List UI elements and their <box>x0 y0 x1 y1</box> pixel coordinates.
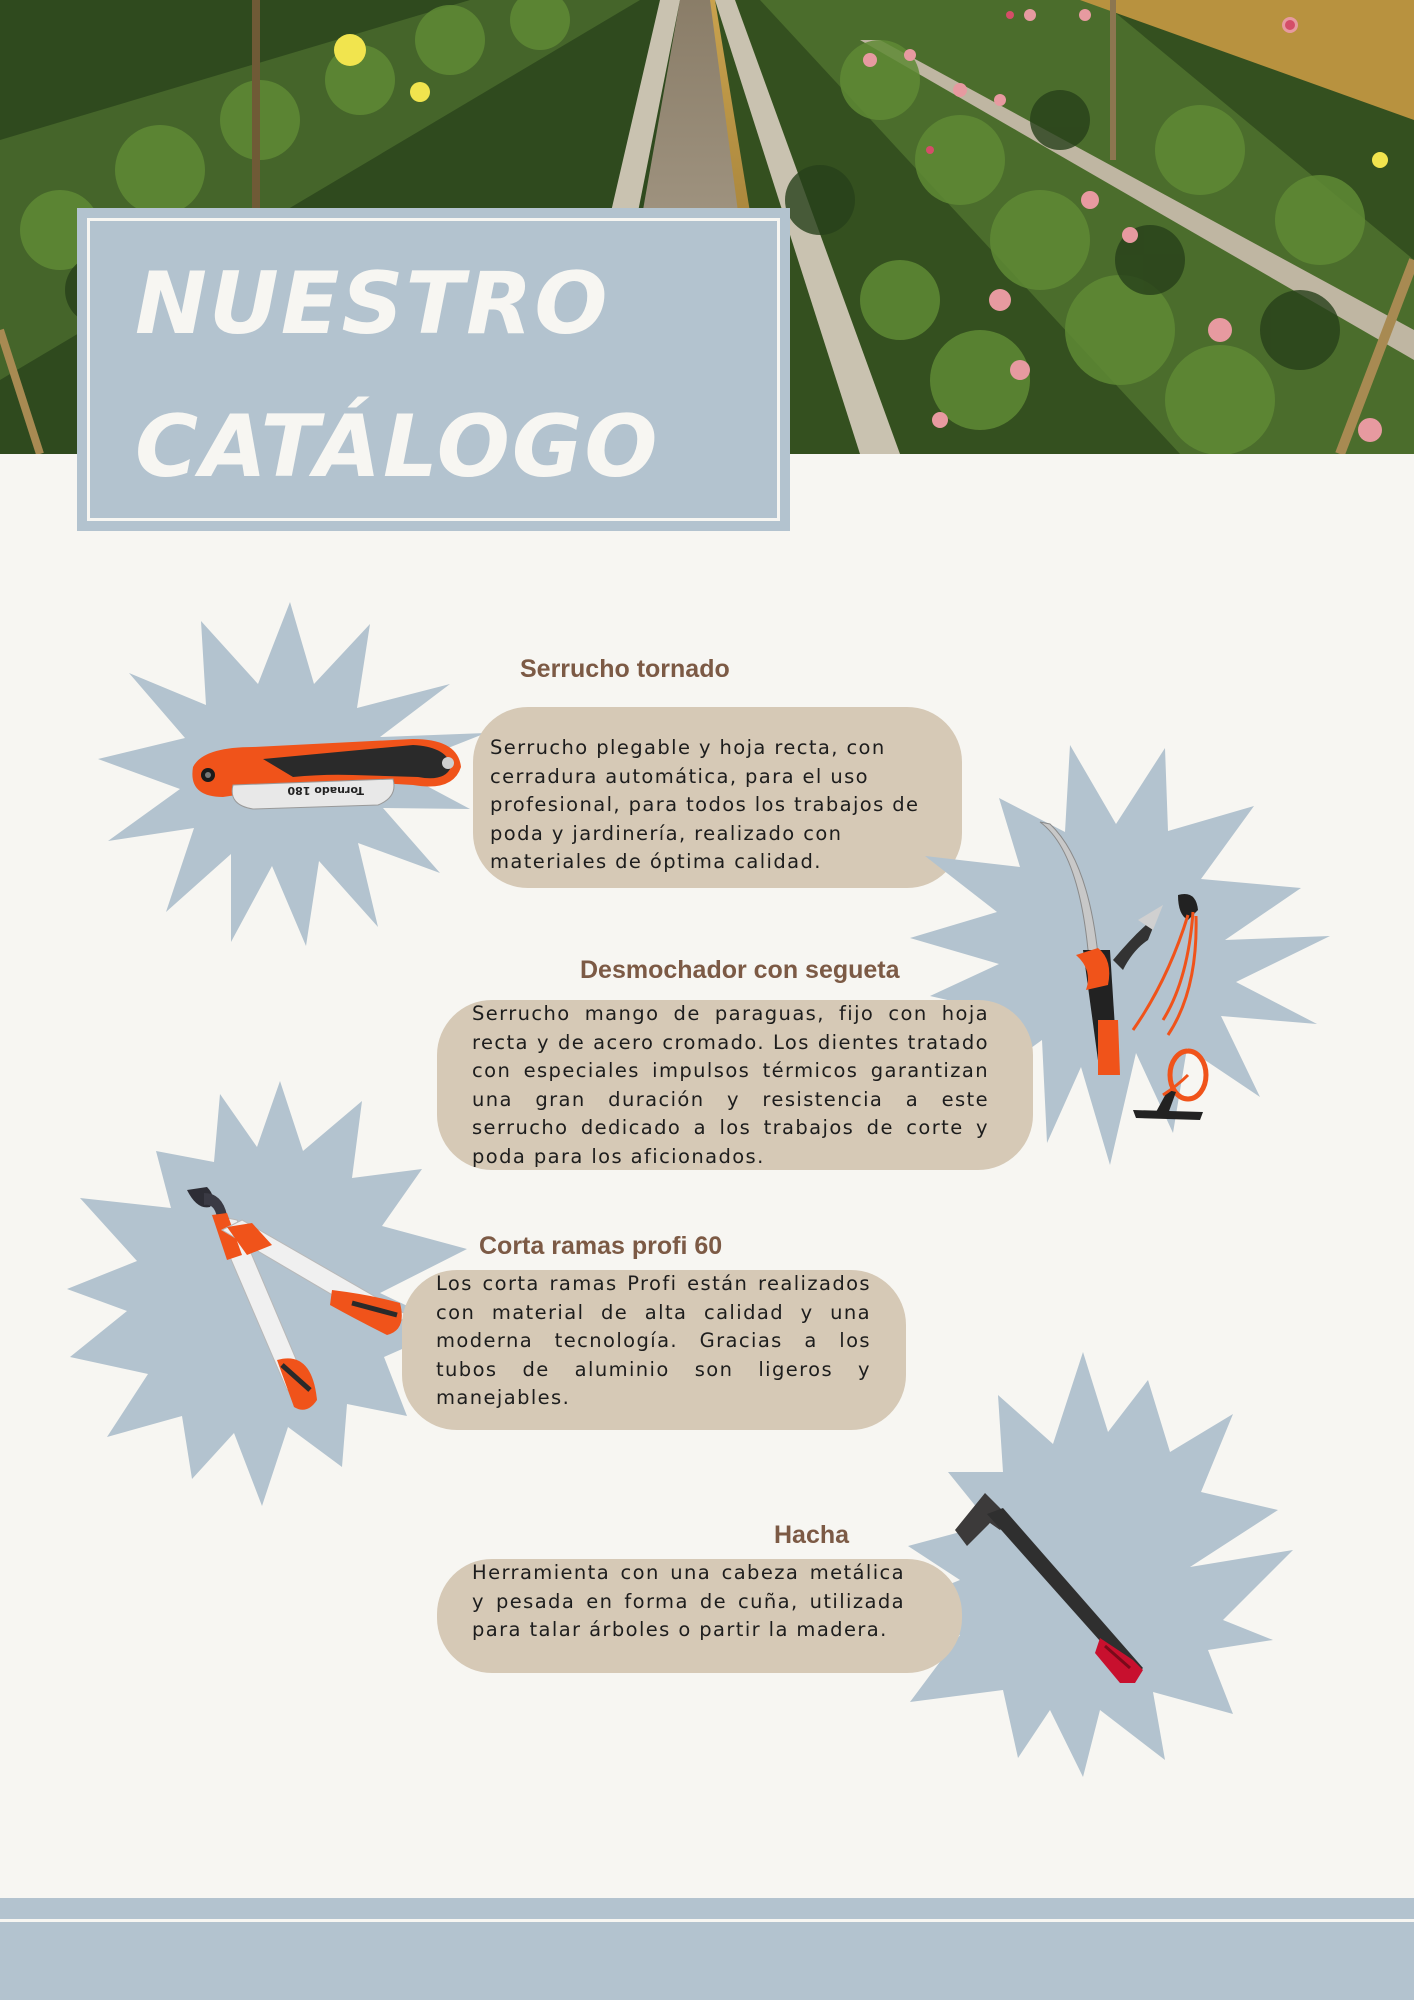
product-description: Serrucho mango de paraguas, fijo con hoja recta y de acero cromado. Los dientes tratado con especiales impulsos térmicos garantizan una gran duración y resistencia a este serrucho dedicado a los trabajos de corte y poda para los aficionados. <box>472 1002 989 1168</box>
pole-pruner-icon <box>1038 820 1218 1144</box>
loppers-icon <box>182 1185 412 1419</box>
product-description: Serrucho plegable y hoja recta, con cerradura automática, para el uso profesional, para todos los trabajos de poda y jardinería, realizado con materiales de óptima calidad. <box>490 736 920 874</box>
footer-band <box>0 1898 1414 2000</box>
product-description-bubble <box>437 1559 962 1673</box>
footer-divider <box>0 1919 1414 1922</box>
product-description-bubble <box>402 1270 906 1430</box>
page-title-line-1: NUESTRO <box>135 254 610 354</box>
svg-text:Tornado 180: Tornado 180 <box>287 784 364 797</box>
title-frame <box>87 218 780 521</box>
product-description: Los corta ramas Profi están realizados con material de alta calidad y una moderna tecnología. Gracias a los tubos de aluminio son ligeros y manejables. <box>436 1272 871 1410</box>
product-title: Desmochador con segueta <box>580 956 900 984</box>
product-description-bubble <box>437 1000 1033 1170</box>
axe-icon <box>955 1488 1145 1692</box>
product-description-bubble <box>473 707 962 888</box>
product-title: Hacha <box>774 1521 850 1549</box>
product-title: Corta ramas profi 60 <box>479 1232 723 1260</box>
title-box <box>77 208 790 531</box>
page-title-line-2: CATÁLOGO <box>135 397 660 497</box>
folding-saw-icon <box>183 727 463 821</box>
product-title: Serrucho tornado <box>520 655 730 683</box>
product-description: Herramienta con una cabeza metálica y pesada en forma de cuña, utilizada para talar árboles o partir la madera. <box>472 1561 905 1642</box>
